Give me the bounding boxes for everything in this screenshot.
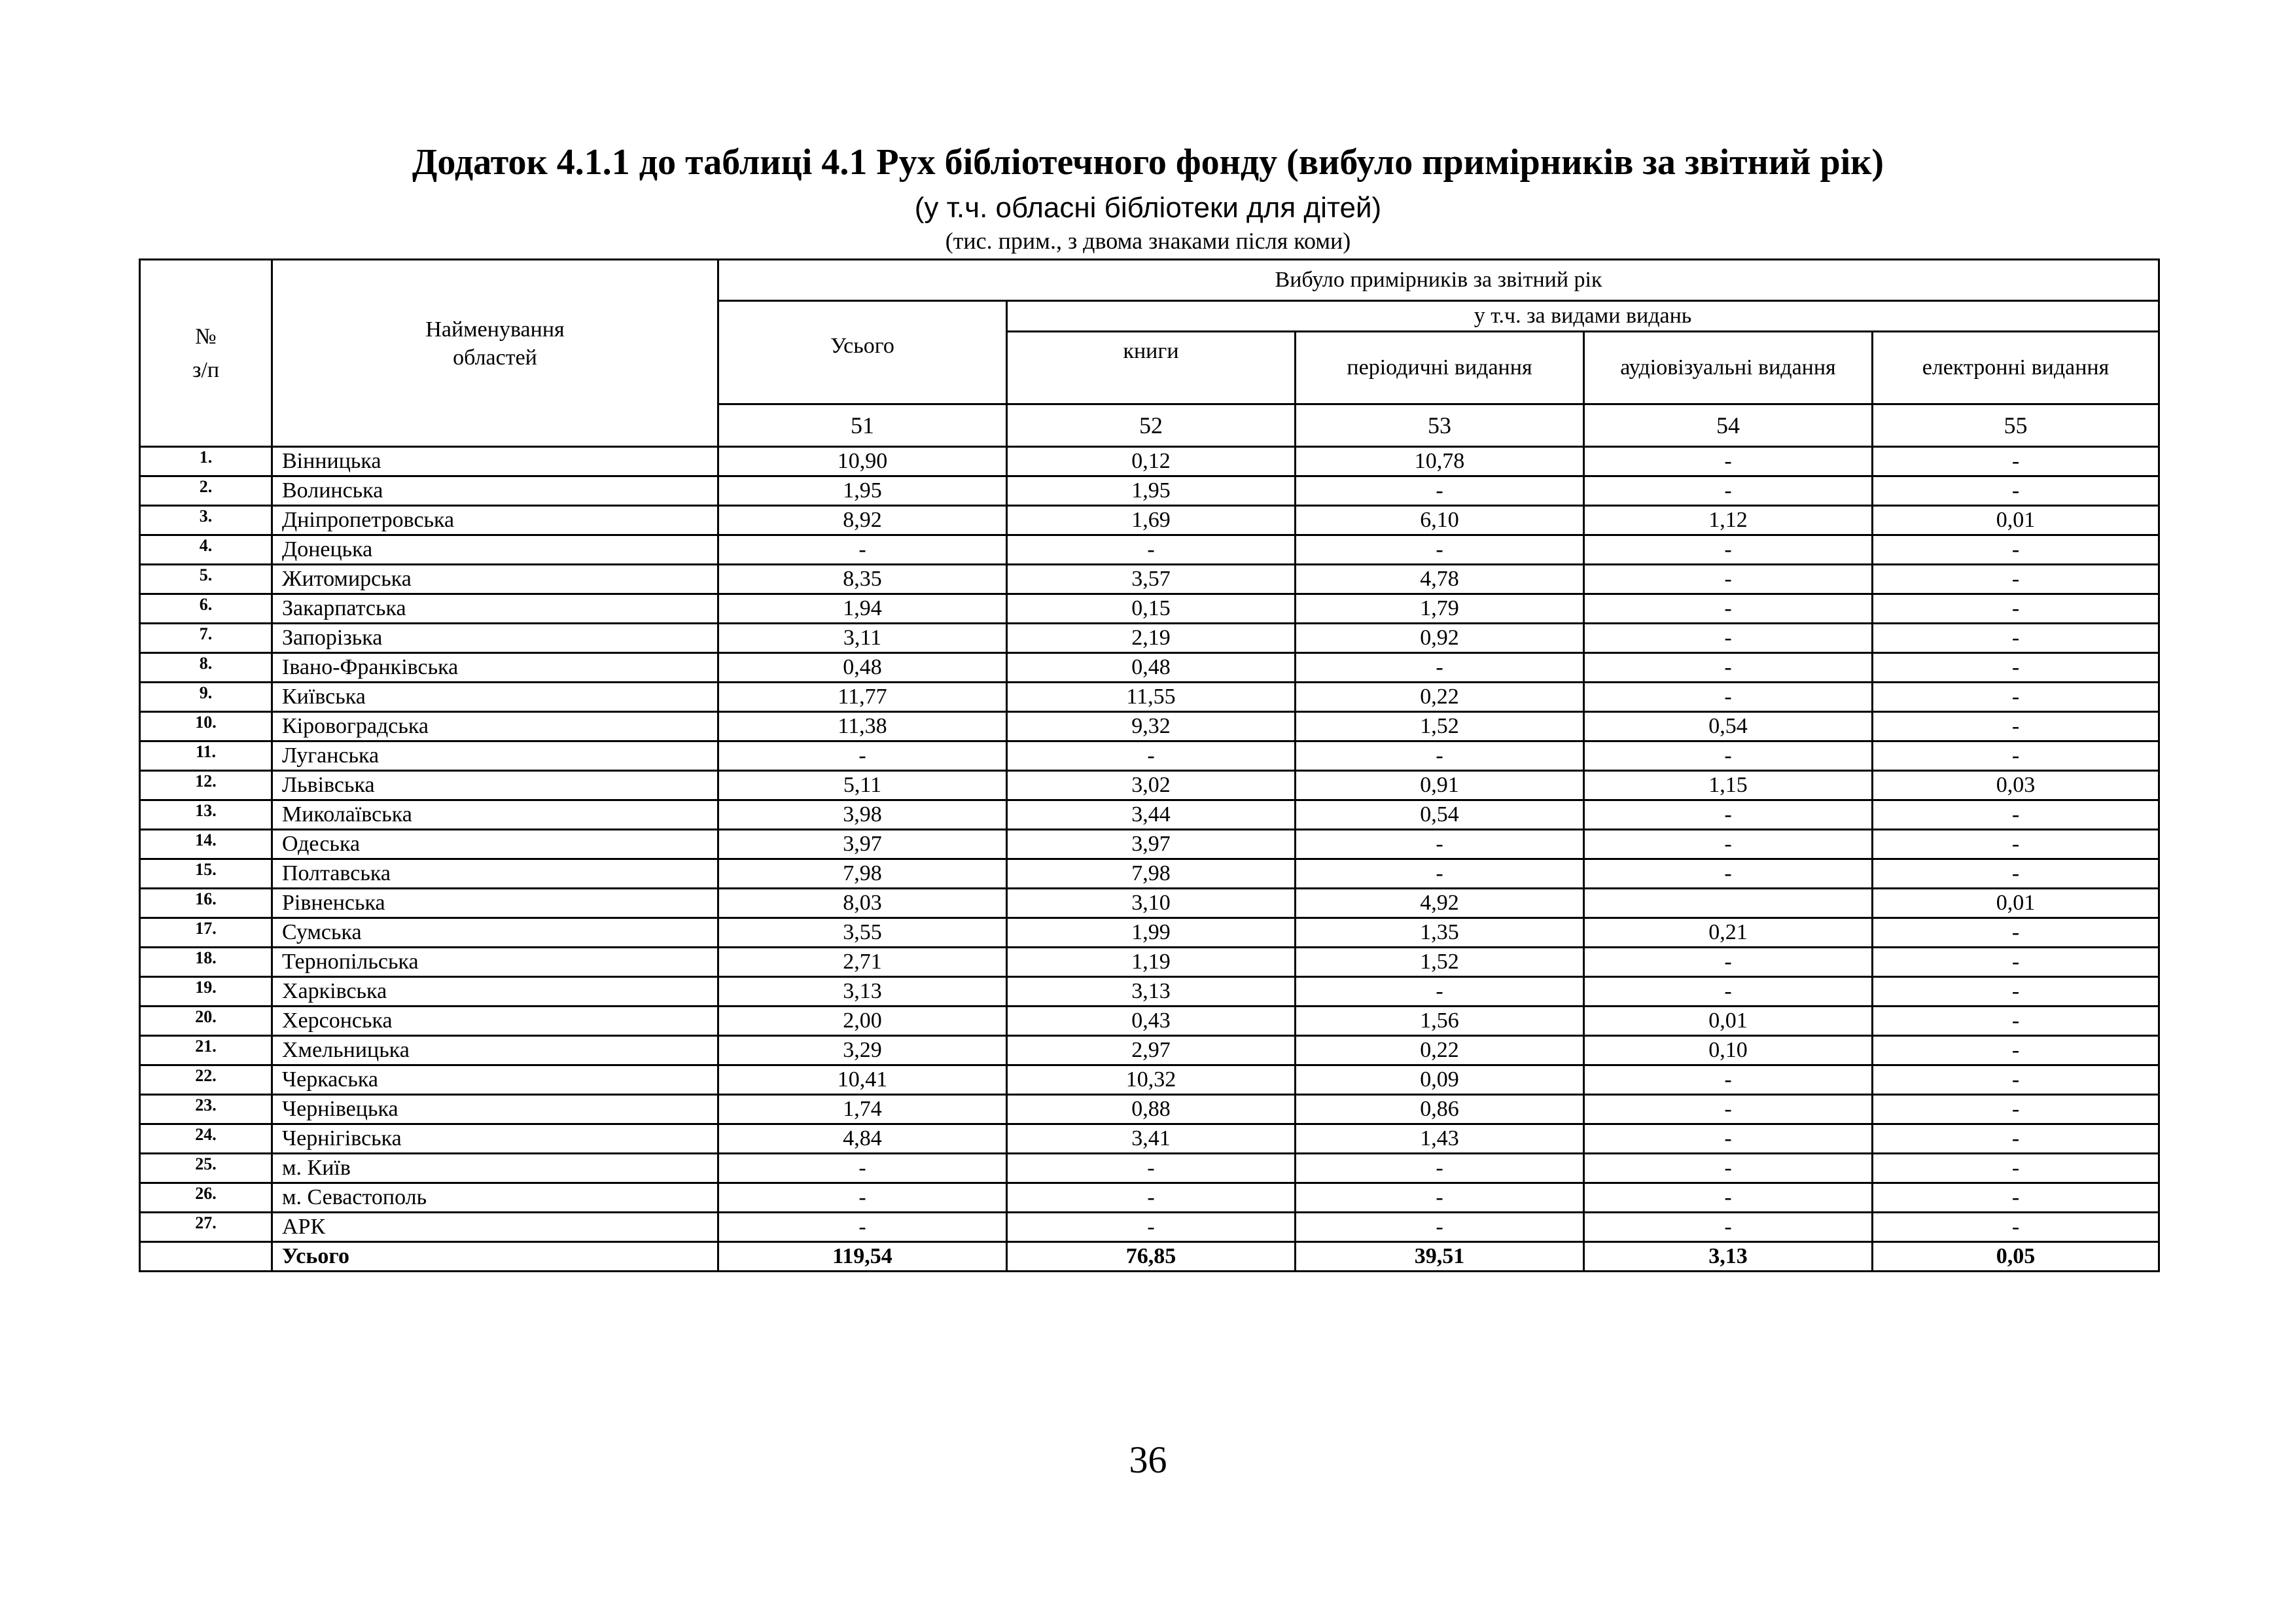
table-header bbox=[140, 260, 2159, 447]
electronic-value: - bbox=[1873, 741, 2159, 771]
total-value: - bbox=[718, 1213, 1007, 1242]
table-row bbox=[140, 594, 2159, 624]
table-row bbox=[140, 771, 2159, 800]
periodicals-value: - bbox=[1296, 741, 1584, 771]
periodicals-value: 1,52 bbox=[1296, 712, 1584, 741]
books-value: 0,12 bbox=[1007, 447, 1296, 476]
total-value: 1,74 bbox=[718, 1095, 1007, 1124]
electronic-value: - bbox=[1873, 1154, 2159, 1183]
audiovisual-value: - bbox=[1584, 565, 1873, 594]
periodicals-value: - bbox=[1296, 1213, 1584, 1242]
electronic-value: - bbox=[1873, 948, 2159, 977]
row-number: 11. bbox=[140, 741, 272, 771]
region-name: Чернівецька bbox=[272, 1095, 718, 1124]
periodicals-value: - bbox=[1296, 977, 1584, 1007]
books-value: 3,44 bbox=[1007, 800, 1296, 830]
books-value: - bbox=[1007, 535, 1296, 565]
region-name: Волинська bbox=[272, 476, 718, 506]
header-region-name: Найменування областей bbox=[272, 260, 718, 447]
books-value: 0,48 bbox=[1007, 653, 1296, 683]
periodicals-value: 6,10 bbox=[1296, 506, 1584, 535]
region-name: Вінницька bbox=[272, 447, 718, 476]
row-number: 4. bbox=[140, 535, 272, 565]
total-row bbox=[140, 1242, 2159, 1272]
books-value: 2,19 bbox=[1007, 624, 1296, 653]
electronic-value: - bbox=[1873, 683, 2159, 712]
electronic-value: - bbox=[1873, 830, 2159, 859]
region-name: Миколаївська bbox=[272, 800, 718, 830]
region-name: Хмельницька bbox=[272, 1036, 718, 1065]
region-name: АРК bbox=[272, 1213, 718, 1242]
table-row bbox=[140, 1065, 2159, 1095]
audiovisual-value: 1,15 bbox=[1584, 771, 1873, 800]
audiovisual-value: - bbox=[1584, 535, 1873, 565]
audiovisual-value: - bbox=[1584, 1154, 1873, 1183]
total-value: 3,13 bbox=[718, 977, 1007, 1007]
total-value: 3,55 bbox=[718, 918, 1007, 948]
books-value: - bbox=[1007, 1154, 1296, 1183]
periodicals-value: - bbox=[1296, 1183, 1584, 1213]
audiovisual-value: - bbox=[1584, 977, 1873, 1007]
region-name: Тернопільська bbox=[272, 948, 718, 977]
table-row bbox=[140, 683, 2159, 712]
books-value: 3,02 bbox=[1007, 771, 1296, 800]
total-value: 3,97 bbox=[718, 830, 1007, 859]
row-number: 8. bbox=[140, 653, 272, 683]
column-code: 54 bbox=[1584, 404, 1873, 447]
electronic-value: - bbox=[1873, 1124, 2159, 1154]
total-value: 3,29 bbox=[718, 1036, 1007, 1065]
audiovisual-value: - bbox=[1584, 447, 1873, 476]
audiovisual-value: - bbox=[1584, 830, 1873, 859]
units-note: (тис. прим., з двома знаками після коми) bbox=[945, 228, 1351, 254]
electronic-value: - bbox=[1873, 1183, 2159, 1213]
electronic-value: - bbox=[1873, 1007, 2159, 1036]
document-title: Додаток 4.1.1 до таблиці 4.1 Рух бібліотечного фонду (вибуло примірників за звітний рік) bbox=[412, 142, 1884, 183]
audiovisual-value: - bbox=[1584, 948, 1873, 977]
region-name: Івано-Франківська bbox=[272, 653, 718, 683]
region-name: Дніпропетровська bbox=[272, 506, 718, 535]
row-number: 2. bbox=[140, 476, 272, 506]
row-number: 15. bbox=[140, 859, 272, 889]
total-value: 10,90 bbox=[718, 447, 1007, 476]
total-value: 0,48 bbox=[718, 653, 1007, 683]
audiovisual-value: - bbox=[1584, 683, 1873, 712]
table-row bbox=[140, 1154, 2159, 1183]
periodicals-value: 0,22 bbox=[1296, 1036, 1584, 1065]
table-row bbox=[140, 624, 2159, 653]
table-row bbox=[140, 1213, 2159, 1242]
table-row bbox=[140, 1007, 2159, 1036]
total-value: - bbox=[718, 741, 1007, 771]
table-row bbox=[140, 918, 2159, 948]
row-number: 24. bbox=[140, 1124, 272, 1154]
row-number: 22. bbox=[140, 1065, 272, 1095]
total-value: 119,54 bbox=[718, 1242, 1007, 1272]
header-periodicals: періодичні видання bbox=[1296, 332, 1584, 404]
periodicals-value: - bbox=[1296, 1154, 1584, 1183]
row-number: 16. bbox=[140, 889, 272, 918]
books-value: 3,41 bbox=[1007, 1124, 1296, 1154]
books-value: 1,95 bbox=[1007, 476, 1296, 506]
table-row bbox=[140, 1183, 2159, 1213]
row-number: 5. bbox=[140, 565, 272, 594]
audiovisual-value: 0,54 bbox=[1584, 712, 1873, 741]
audiovisual-value: - bbox=[1584, 741, 1873, 771]
books-value: 76,85 bbox=[1007, 1242, 1296, 1272]
electronic-value: - bbox=[1873, 624, 2159, 653]
electronic-value: - bbox=[1873, 1065, 2159, 1095]
periodicals-value: - bbox=[1296, 476, 1584, 506]
electronic-value: - bbox=[1873, 712, 2159, 741]
table-row bbox=[140, 653, 2159, 683]
electronic-value: 0,01 bbox=[1873, 889, 2159, 918]
header-by-type: у т.ч. за видами видань bbox=[1007, 301, 2159, 332]
region-name: Полтавська bbox=[272, 859, 718, 889]
audiovisual-value: 0,21 bbox=[1584, 918, 1873, 948]
periodicals-value: 0,54 bbox=[1296, 800, 1584, 830]
electronic-value: - bbox=[1873, 565, 2159, 594]
total-value: - bbox=[718, 1154, 1007, 1183]
electronic-value: 0,03 bbox=[1873, 771, 2159, 800]
region-name: Харківська bbox=[272, 977, 718, 1007]
electronic-value: - bbox=[1873, 918, 2159, 948]
electronic-value: - bbox=[1873, 594, 2159, 624]
audiovisual-value: 1,12 bbox=[1584, 506, 1873, 535]
region-name: Львівська bbox=[272, 771, 718, 800]
audiovisual-value: - bbox=[1584, 1065, 1873, 1095]
periodicals-value: 1,43 bbox=[1296, 1124, 1584, 1154]
row-number: 17. bbox=[140, 918, 272, 948]
row-number: 6. bbox=[140, 594, 272, 624]
audiovisual-value: - bbox=[1584, 859, 1873, 889]
header-total: Усього bbox=[718, 301, 1007, 404]
total-value: 7,98 bbox=[718, 859, 1007, 889]
audiovisual-value: - bbox=[1584, 476, 1873, 506]
periodicals-value: 4,78 bbox=[1296, 565, 1584, 594]
page-number: 36 bbox=[1129, 1438, 1167, 1481]
total-value: 3,98 bbox=[718, 800, 1007, 830]
row-number: 26. bbox=[140, 1183, 272, 1213]
table-row bbox=[140, 1036, 2159, 1065]
books-value: - bbox=[1007, 1183, 1296, 1213]
books-value: 2,97 bbox=[1007, 1036, 1296, 1065]
row-number: 14. bbox=[140, 830, 272, 859]
electronic-value: - bbox=[1873, 476, 2159, 506]
audiovisual-value: - bbox=[1584, 1183, 1873, 1213]
table-row bbox=[140, 859, 2159, 889]
books-value: 3,13 bbox=[1007, 977, 1296, 1007]
books-value: 7,98 bbox=[1007, 859, 1296, 889]
header-withdrawn-group: Вибуло примірників за звітний рік bbox=[718, 260, 2159, 301]
periodicals-value: 0,92 bbox=[1296, 624, 1584, 653]
table-row bbox=[140, 447, 2159, 476]
periodicals-value: 0,86 bbox=[1296, 1095, 1584, 1124]
books-value: 1,99 bbox=[1007, 918, 1296, 948]
table-row bbox=[140, 948, 2159, 977]
region-name: Рівненська bbox=[272, 889, 718, 918]
electronic-value: - bbox=[1873, 1095, 2159, 1124]
region-name: Кіровоградська bbox=[272, 712, 718, 741]
header-electronic: електронні видання bbox=[1873, 332, 2159, 404]
table-row bbox=[140, 1095, 2159, 1124]
total-value: 8,92 bbox=[718, 506, 1007, 535]
books-value: - bbox=[1007, 741, 1296, 771]
table-row bbox=[140, 977, 2159, 1007]
region-name: Донецька bbox=[272, 535, 718, 565]
row-number: 1. bbox=[140, 447, 272, 476]
books-value: 10,32 bbox=[1007, 1065, 1296, 1095]
total-value: 11,77 bbox=[718, 683, 1007, 712]
total-value: 1,95 bbox=[718, 476, 1007, 506]
electronic-value: - bbox=[1873, 1213, 2159, 1242]
row-number bbox=[140, 1242, 272, 1272]
books-value: 3,57 bbox=[1007, 565, 1296, 594]
audiovisual-value: - bbox=[1584, 1095, 1873, 1124]
audiovisual-value bbox=[1584, 889, 1873, 918]
row-number: 21. bbox=[140, 1036, 272, 1065]
electronic-value: - bbox=[1873, 977, 2159, 1007]
electronic-value: - bbox=[1873, 800, 2159, 830]
total-value: 10,41 bbox=[718, 1065, 1007, 1095]
table-row bbox=[140, 535, 2159, 565]
periodicals-value: - bbox=[1296, 830, 1584, 859]
periodicals-value: 1,56 bbox=[1296, 1007, 1584, 1036]
column-code: 53 bbox=[1296, 404, 1584, 447]
total-value: - bbox=[718, 535, 1007, 565]
periodicals-value: 1,35 bbox=[1296, 918, 1584, 948]
electronic-value: 0,05 bbox=[1873, 1242, 2159, 1272]
books-value: - bbox=[1007, 1213, 1296, 1242]
periodicals-value: - bbox=[1296, 859, 1584, 889]
row-number: 3. bbox=[140, 506, 272, 535]
total-value: 8,35 bbox=[718, 565, 1007, 594]
row-number: 13. bbox=[140, 800, 272, 830]
table-row bbox=[140, 565, 2159, 594]
row-number: 9. bbox=[140, 683, 272, 712]
row-number: 10. bbox=[140, 712, 272, 741]
books-value: 3,97 bbox=[1007, 830, 1296, 859]
table-row bbox=[140, 476, 2159, 506]
audiovisual-value: 0,10 bbox=[1584, 1036, 1873, 1065]
table-body bbox=[140, 447, 2159, 1272]
region-name: Київська bbox=[272, 683, 718, 712]
region-name: Херсонська bbox=[272, 1007, 718, 1036]
table-row bbox=[140, 800, 2159, 830]
total-value: 2,71 bbox=[718, 948, 1007, 977]
electronic-value: - bbox=[1873, 859, 2159, 889]
region-name: м. Севастополь bbox=[272, 1183, 718, 1213]
document-subtitle: (у т.ч. обласні бібліотеки для дітей) bbox=[914, 192, 1382, 224]
periodicals-value: 39,51 bbox=[1296, 1242, 1584, 1272]
periodicals-value: 0,09 bbox=[1296, 1065, 1584, 1095]
total-value: 11,38 bbox=[718, 712, 1007, 741]
electronic-value: - bbox=[1873, 653, 2159, 683]
total-value: - bbox=[718, 1183, 1007, 1213]
audiovisual-value: 3,13 bbox=[1584, 1242, 1873, 1272]
region-name: Луганська bbox=[272, 741, 718, 771]
audiovisual-value: - bbox=[1584, 1213, 1873, 1242]
books-value: 0,15 bbox=[1007, 594, 1296, 624]
table-row bbox=[140, 1124, 2159, 1154]
books-value: 3,10 bbox=[1007, 889, 1296, 918]
periodicals-value: 0,22 bbox=[1296, 683, 1584, 712]
library-fund-table bbox=[139, 259, 2160, 1272]
total-value: 8,03 bbox=[718, 889, 1007, 918]
table-row bbox=[140, 741, 2159, 771]
region-name: Черкаська bbox=[272, 1065, 718, 1095]
audiovisual-value: - bbox=[1584, 800, 1873, 830]
row-number: 7. bbox=[140, 624, 272, 653]
electronic-value: - bbox=[1873, 535, 2159, 565]
books-value: 0,43 bbox=[1007, 1007, 1296, 1036]
table-row bbox=[140, 506, 2159, 535]
column-code: 51 bbox=[718, 404, 1007, 447]
total-value: 1,94 bbox=[718, 594, 1007, 624]
region-name: Сумська bbox=[272, 918, 718, 948]
table-row bbox=[140, 889, 2159, 918]
column-code: 55 bbox=[1873, 404, 2159, 447]
periodicals-value: 1,52 bbox=[1296, 948, 1584, 977]
row-number: 12. bbox=[140, 771, 272, 800]
column-code: 52 bbox=[1007, 404, 1296, 447]
row-number: 27. bbox=[140, 1213, 272, 1242]
row-number: 23. bbox=[140, 1095, 272, 1124]
audiovisual-value: - bbox=[1584, 624, 1873, 653]
books-value: 11,55 bbox=[1007, 683, 1296, 712]
books-value: 1,19 bbox=[1007, 948, 1296, 977]
total-value: 4,84 bbox=[718, 1124, 1007, 1154]
periodicals-value: 4,92 bbox=[1296, 889, 1584, 918]
row-number: 18. bbox=[140, 948, 272, 977]
books-value: 9,32 bbox=[1007, 712, 1296, 741]
region-name: Запорізька bbox=[272, 624, 718, 653]
books-value: 0,88 bbox=[1007, 1095, 1296, 1124]
row-number: 20. bbox=[140, 1007, 272, 1036]
electronic-value: - bbox=[1873, 447, 2159, 476]
periodicals-value: 1,79 bbox=[1296, 594, 1584, 624]
audiovisual-value: - bbox=[1584, 594, 1873, 624]
periodicals-value: - bbox=[1296, 535, 1584, 565]
row-number: 25. bbox=[140, 1154, 272, 1183]
total-value: 2,00 bbox=[718, 1007, 1007, 1036]
books-value: 1,69 bbox=[1007, 506, 1296, 535]
periodicals-value: - bbox=[1296, 653, 1584, 683]
electronic-value: 0,01 bbox=[1873, 506, 2159, 535]
row-number: 19. bbox=[140, 977, 272, 1007]
periodicals-value: 0,91 bbox=[1296, 771, 1584, 800]
periodicals-value: 10,78 bbox=[1296, 447, 1584, 476]
header-books: книги bbox=[1007, 332, 1296, 404]
audiovisual-value: - bbox=[1584, 1124, 1873, 1154]
region-name: Житомирська bbox=[272, 565, 718, 594]
table-row bbox=[140, 712, 2159, 741]
table-row bbox=[140, 830, 2159, 859]
total-value: 5,11 bbox=[718, 771, 1007, 800]
region-name: Одеська bbox=[272, 830, 718, 859]
region-name: Закарпатська bbox=[272, 594, 718, 624]
electronic-value: - bbox=[1873, 1036, 2159, 1065]
total-value: 3,11 bbox=[718, 624, 1007, 653]
region-name: Чернігівська bbox=[272, 1124, 718, 1154]
audiovisual-value: - bbox=[1584, 653, 1873, 683]
audiovisual-value: 0,01 bbox=[1584, 1007, 1873, 1036]
header-audiovisual: аудіовізуальні видання bbox=[1584, 332, 1873, 404]
region-name: м. Київ bbox=[272, 1154, 718, 1183]
region-name: Усього bbox=[272, 1242, 718, 1272]
header-number: № з/п bbox=[140, 260, 272, 447]
